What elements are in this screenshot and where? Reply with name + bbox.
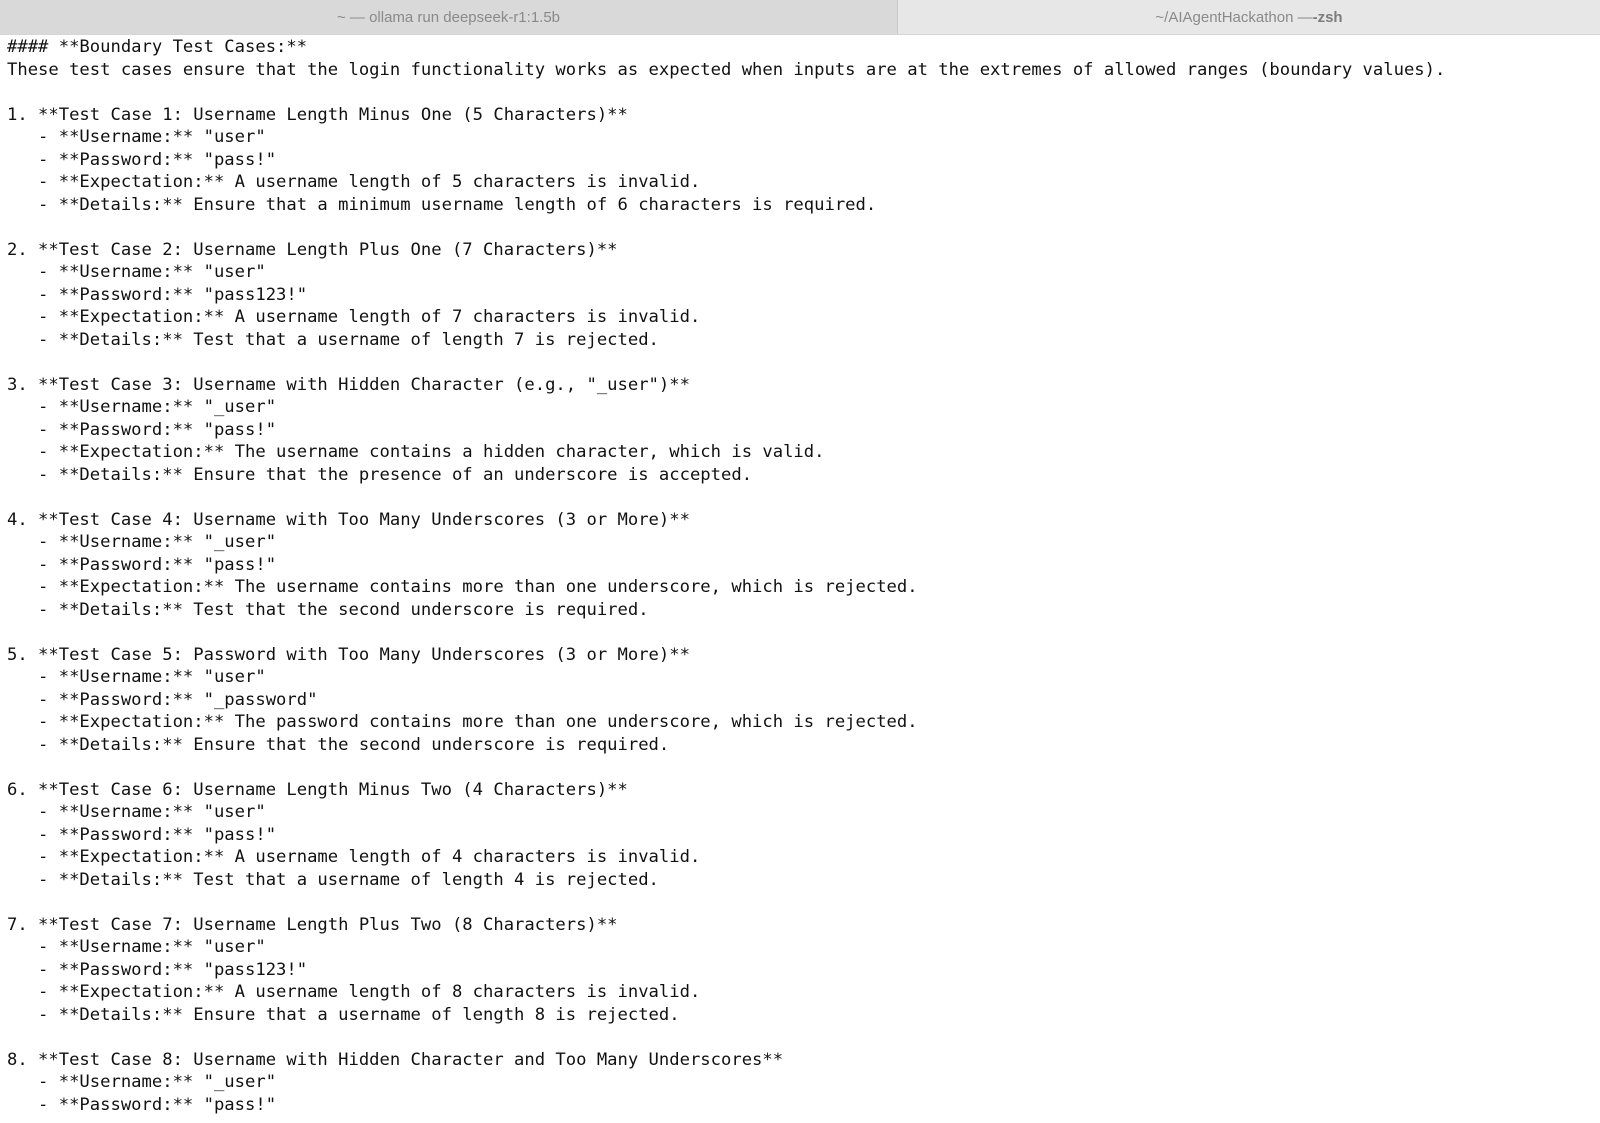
terminal-line	[7, 81, 1600, 104]
terminal-line: 8. **Test Case 8: Username with Hidden Character and Too Many Underscores**	[7, 1049, 784, 1070]
terminal-line: - **Details:** Ensure that the second underscore is required.	[7, 734, 670, 755]
terminal-line	[7, 216, 1600, 239]
terminal-line: 3. **Test Case 3: Username with Hidden Character (e.g., "_user")**	[7, 374, 690, 395]
terminal-line: - **Details:** Test that a username of length 7 is rejected.	[7, 329, 659, 350]
terminal-line: #### **Boundary Test Cases:**	[7, 37, 308, 57]
terminal-line	[7, 1026, 1600, 1049]
terminal-line	[7, 621, 1600, 644]
terminal-line: - **Expectation:** The username contains more than one underscore, which is rejected.	[7, 577, 918, 597]
terminal-line: - **Expectation:** A username length of 8 characters is invalid.	[7, 982, 701, 1002]
terminal-line: - **Details:** Ensure that a username of length 8 is rejected.	[7, 1004, 680, 1025]
terminal-line: - **Details:** Test that the second underscore is required.	[7, 599, 649, 620]
terminal-line: - **Password:** "pass!"	[7, 149, 277, 170]
tab-ollama-session[interactable]	[0, 0, 898, 34]
terminal-line: - **Expectation:** The username contains a hidden character, which is valid.	[7, 442, 825, 462]
tab-label-shell: -zsh	[1312, 8, 1343, 26]
terminal-line: - **Details:** Ensure that the presence of an underscore is accepted.	[7, 464, 753, 485]
terminal-line	[7, 486, 1600, 509]
terminal-line: - **Expectation:** A username length of 7 characters is invalid.	[7, 307, 701, 327]
terminal-line: - **Username:** "user"	[7, 127, 266, 147]
terminal-line: - **Username:** "user"	[7, 262, 266, 282]
terminal-line: - **Password:** "_password"	[7, 689, 318, 710]
tab-zsh-session[interactable]	[898, 0, 1600, 34]
tab-label-path: ~/AIAgentHackathon —	[1155, 8, 1313, 26]
terminal-line: 7. **Test Case 7: Username Length Plus Two (8 Characters)**	[7, 914, 618, 935]
terminal-line: - **Password:** "pass!"	[7, 554, 277, 575]
terminal-line: - **Password:** "pass123!"	[7, 959, 308, 980]
terminal-line: - **Expectation:** A username length of 4 characters is invalid.	[7, 847, 701, 867]
terminal-line: These test cases ensure that the login functionality works as expected when inputs are at the extremes of allowed ranges (boundary values).	[7, 59, 1446, 80]
terminal-line: 1. **Test Case 1: Username Length Minus One (5 Characters)**	[7, 104, 628, 125]
terminal-line: 4. **Test Case 4: Username with Too Many Underscores (3 or More)**	[7, 509, 690, 530]
terminal-line: - **Password:** "pass!"	[7, 419, 277, 440]
terminal-line: 2. **Test Case 2: Username Length Plus One (7 Characters)**	[7, 239, 618, 260]
terminal-line: 5. **Test Case 5: Password with Too Many Underscores (3 or More)**	[7, 644, 690, 665]
terminal-line	[7, 756, 1600, 779]
tab-label: ~ — ollama run deepseek-r1:1.5b	[336, 8, 561, 26]
terminal-line: - **Expectation:** The password contains more than one underscore, which is rejected.	[7, 712, 918, 732]
terminal-line: - **Expectation:** A username length of 5 characters is invalid.	[7, 172, 701, 192]
terminal-line: - **Details:** Ensure that a minimum username length of 6 characters is required.	[7, 194, 877, 215]
terminal-line: - **Username:** "user"	[7, 667, 266, 687]
terminal-line: - **Username:** "_user"	[7, 532, 277, 552]
terminal-line: - **Password:** "pass!"	[7, 1094, 277, 1115]
terminal-line: - **Password:** "pass123!"	[7, 284, 308, 305]
terminal-line	[7, 891, 1600, 914]
terminal-line: 6. **Test Case 6: Username Length Minus Two (4 Characters)**	[7, 779, 628, 800]
terminal-line: - **Username:** "_user"	[7, 397, 277, 417]
terminal-line	[7, 351, 1600, 374]
terminal-line: - **Username:** "_user"	[7, 1072, 277, 1092]
terminal-line: - **Password:** "pass!"	[7, 824, 277, 845]
tab-bar	[0, 0, 1600, 35]
terminal-line: - **Username:** "user"	[7, 937, 266, 957]
terminal-output[interactable]	[7, 36, 1600, 1123]
terminal-line: - **Username:** "user"	[7, 802, 266, 822]
terminal-line: - **Details:** Test that a username of length 4 is rejected.	[7, 869, 659, 890]
